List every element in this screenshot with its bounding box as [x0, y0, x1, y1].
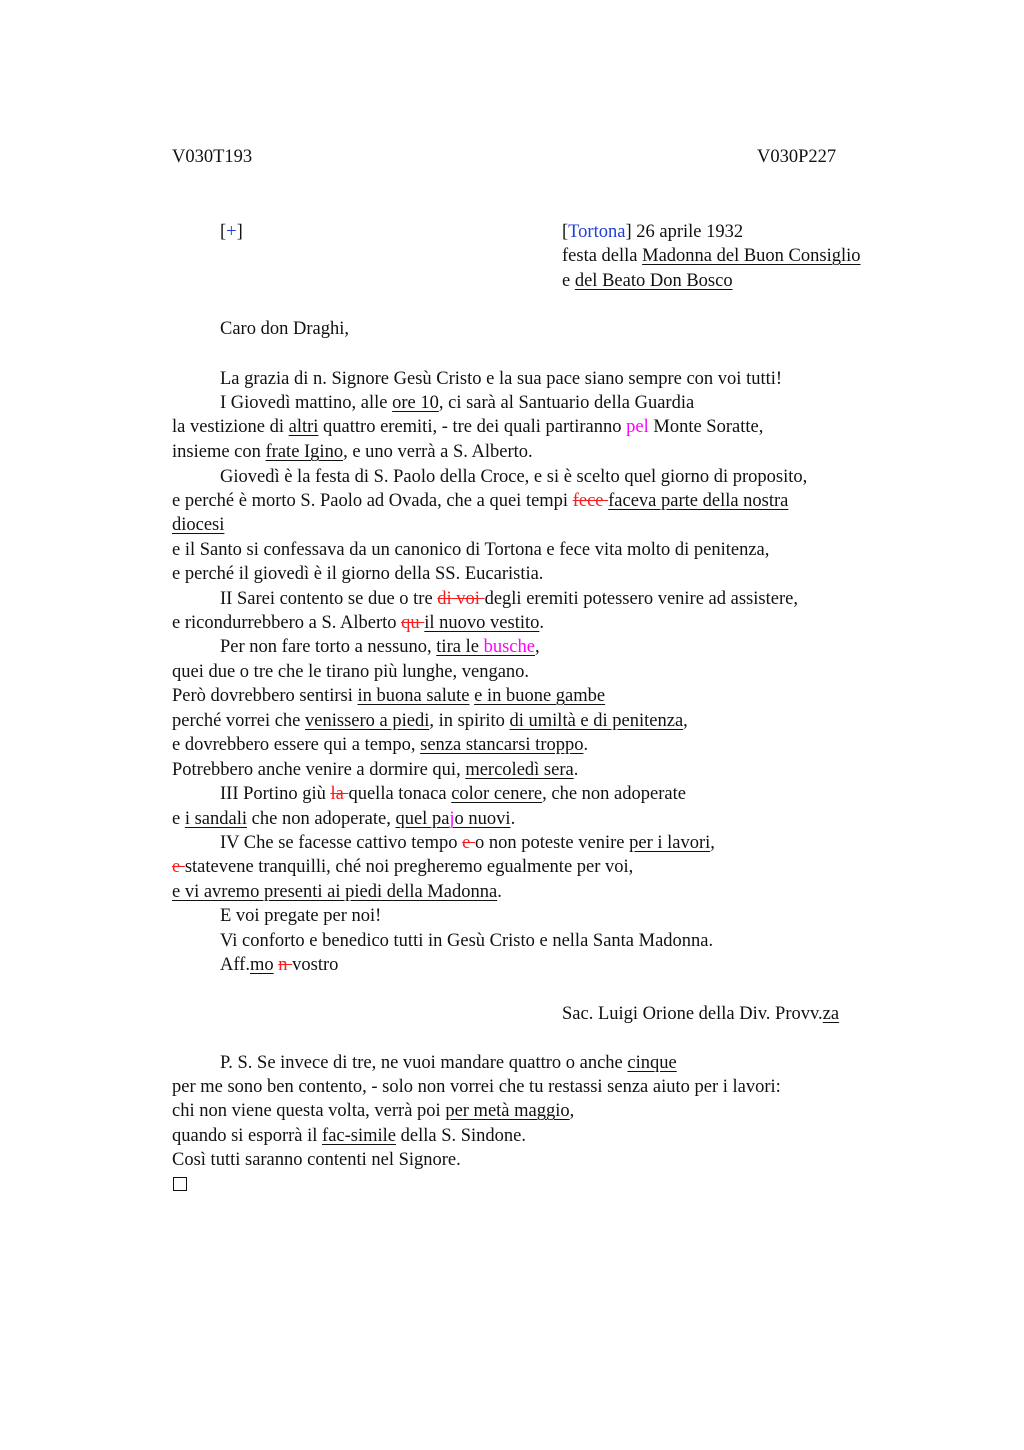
text-line: Però dovrebbero sentirsi in buona salute e in buone gambe	[172, 686, 606, 706]
feast-line-2: e del Beato Don Bosco	[562, 271, 733, 291]
text-line: III Portino giù la quella tonaca color cenere, che non adoperate	[220, 784, 686, 804]
text-line: e il Santo si confessava da un canonico di Tortona e fece vita molto di penitenza,	[172, 540, 770, 560]
text-line: insieme con frate Igino, e uno verrà a S. Alberto.	[172, 442, 533, 462]
text-line: Aff.mo n vostro	[220, 955, 339, 975]
text-line: Per non fare torto a nessuno, tira le busche,	[220, 637, 540, 657]
text-line: La grazia di n. Signore Gesù Cristo e la sua pace siano sempre con voi tutti!	[220, 369, 783, 389]
text-line: perché vorrei che venissero a piedi, in spirito di umiltà e di penitenza,	[172, 711, 688, 731]
text-line: la vestizione di altri quattro eremiti, - tre dei quali partiranno pel Monte Soratte,	[172, 417, 764, 437]
signature: Sac. Luigi Orione della Div. Provv.za	[562, 1004, 840, 1024]
text-line: e dovrebbero essere qui a tempo, senza stancarsi troppo.	[172, 735, 589, 755]
place-date: [Tortona] 26 aprile 1932	[562, 222, 744, 242]
text-line: e perché è morto S. Paolo ad Ovada, che a quei tempi fece faceva parte della nostra	[172, 491, 789, 511]
postscript-line: P. S. Se invece di tre, ne vuoi mandare quattro o anche cinque	[220, 1053, 677, 1073]
document-code-left: V030T193	[172, 147, 253, 167]
text-line: diocesi	[172, 515, 225, 535]
postscript-line: chi non viene questa volta, verrà poi per metà maggio,	[172, 1101, 575, 1121]
cross-mark: [+]	[220, 222, 243, 242]
text-line: e i sandali che non adoperate, quel pajo nuovi.	[172, 809, 516, 829]
feast-line: festa della Madonna del Buon Consiglio	[562, 246, 861, 266]
text-line: II Sarei contento se due o tre di voi degli eremiti potessero venire ad assistere,	[220, 589, 798, 609]
text-line: E voi pregate per noi!	[220, 906, 382, 926]
postscript-line: Così tutti saranno contenti nel Signore.	[172, 1150, 461, 1170]
text-line: e statevene tranquilli, ché noi pregheremo egualmente per voi,	[172, 857, 634, 877]
text-line: Giovedì è la festa di S. Paolo della Croce, e si è scelto quel giorno di proposito,	[220, 467, 808, 487]
text-line: quei due o tre che le tirano più lunghe, vengano.	[172, 662, 530, 682]
postscript-line: per me sono ben contento, - solo non vorrei che tu restassi senza aiuto per i lavori:	[172, 1077, 781, 1097]
text-line: e vi avremo presenti ai piedi della Madonna.	[172, 882, 502, 902]
text-line: e ricondurrebbero a S. Alberto qu il nuovo vestito.	[172, 613, 544, 633]
text-line: e perché il giovedì è il giorno della SS. Eucaristia.	[172, 564, 544, 584]
end-square-icon	[173, 1177, 187, 1191]
text-line: I Giovedì mattino, alle ore 10, ci sarà al Santuario della Guardia	[220, 393, 695, 413]
document-code-right: V030P227	[757, 147, 837, 167]
text-line: Vi conforto e benedico tutti in Gesù Cristo e nella Santa Madonna.	[220, 931, 714, 951]
greeting: Caro don Draghi,	[220, 319, 349, 339]
cross-icon: +	[226, 222, 237, 242]
text-line: Potrebbero anche venire a dormire qui, mercoledì sera.	[172, 760, 579, 780]
text-line: IV Che se facesse cattivo tempo e o non poteste venire per i lavori,	[220, 833, 715, 853]
postscript-line: quando si esporrà il fac-simile della S. Sindone.	[172, 1126, 527, 1146]
